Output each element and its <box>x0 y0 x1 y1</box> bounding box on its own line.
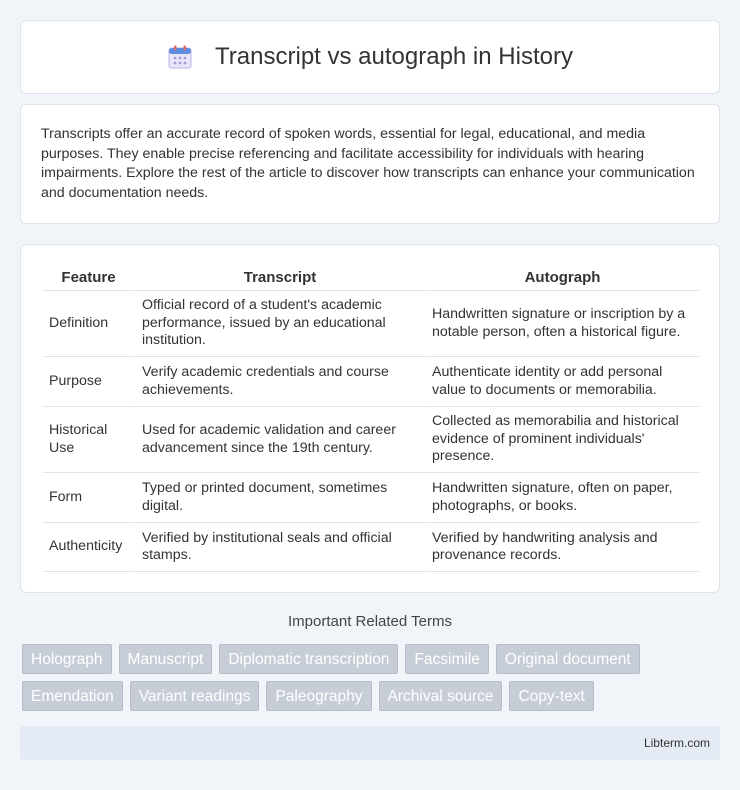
row-feature: Historical Use <box>43 407 136 473</box>
title-card <box>20 20 720 94</box>
page-title: Transcript vs autograph in History <box>215 43 573 70</box>
table-row <box>43 291 699 357</box>
tag-holograph[interactable]: Holograph <box>22 644 112 674</box>
tag-manuscript[interactable]: Manuscript <box>119 644 213 674</box>
table-row <box>43 523 699 572</box>
table-row <box>43 357 699 407</box>
row-autograph: Verified by handwriting analysis and provenance records. <box>426 523 699 572</box>
calendar-icon <box>167 44 193 70</box>
row-transcript: Typed or printed document, sometimes digital. <box>136 473 426 523</box>
header-transcript: Transcript <box>136 265 426 291</box>
intro-text: Transcripts offer an accurate record of spoken words, essential for legal, educational, and media purposes. They enable precise referencing and facilitate accessibility for individuals with hearing impairments. Explore the rest of the article to discover how transcripts can enhance your communication and documentation needs. <box>41 126 695 201</box>
related-terms-title: Important Related Terms <box>288 613 452 630</box>
row-transcript: Official record of a student's academic performance, issued by an educational institution. <box>136 291 426 357</box>
row-feature: Authenticity <box>43 523 136 572</box>
header-feature: Feature <box>43 265 136 291</box>
tag-emendation[interactable]: Emendation <box>22 681 123 711</box>
comparison-table <box>43 265 699 572</box>
header-autograph: Autograph <box>426 265 699 291</box>
row-feature: Purpose <box>43 357 136 407</box>
tag-archival-source[interactable]: Archival source <box>379 681 503 711</box>
row-autograph: Collected as memorabilia and historical evidence of prominent individuals' presence. <box>426 407 699 473</box>
tag-original-document[interactable]: Original document <box>496 644 640 674</box>
row-transcript: Verify academic credentials and course achievements. <box>136 357 426 407</box>
tag-facsimile[interactable]: Facsimile <box>405 644 488 674</box>
row-autograph: Handwritten signature, often on paper, photographs, or books. <box>426 473 699 523</box>
footer-site-link[interactable]: Libterm.com <box>643 736 710 750</box>
footer <box>20 726 720 760</box>
table-row <box>43 473 699 523</box>
tag-diplomatic-transcription[interactable]: Diplomatic transcription <box>219 644 398 674</box>
row-feature: Form <box>43 473 136 523</box>
intro-card <box>20 104 720 224</box>
tag-paleography[interactable]: Paleography <box>266 681 371 711</box>
tag-copy-text[interactable]: Copy-text <box>509 681 593 711</box>
row-autograph: Authenticate identity or add personal value to documents or memorabilia. <box>426 357 699 407</box>
row-transcript: Used for academic validation and career advancement since the 19th century. <box>136 407 426 473</box>
row-autograph: Handwritten signature or inscription by a notable person, often a historical figure. <box>426 291 699 357</box>
row-feature: Definition <box>43 291 136 357</box>
related-terms-tags <box>22 644 722 718</box>
table-row <box>43 407 699 473</box>
row-transcript: Verified by institutional seals and official stamps. <box>136 523 426 572</box>
table-header-row <box>43 265 699 291</box>
tag-variant-readings[interactable]: Variant readings <box>130 681 260 711</box>
comparison-table-card <box>20 244 720 593</box>
